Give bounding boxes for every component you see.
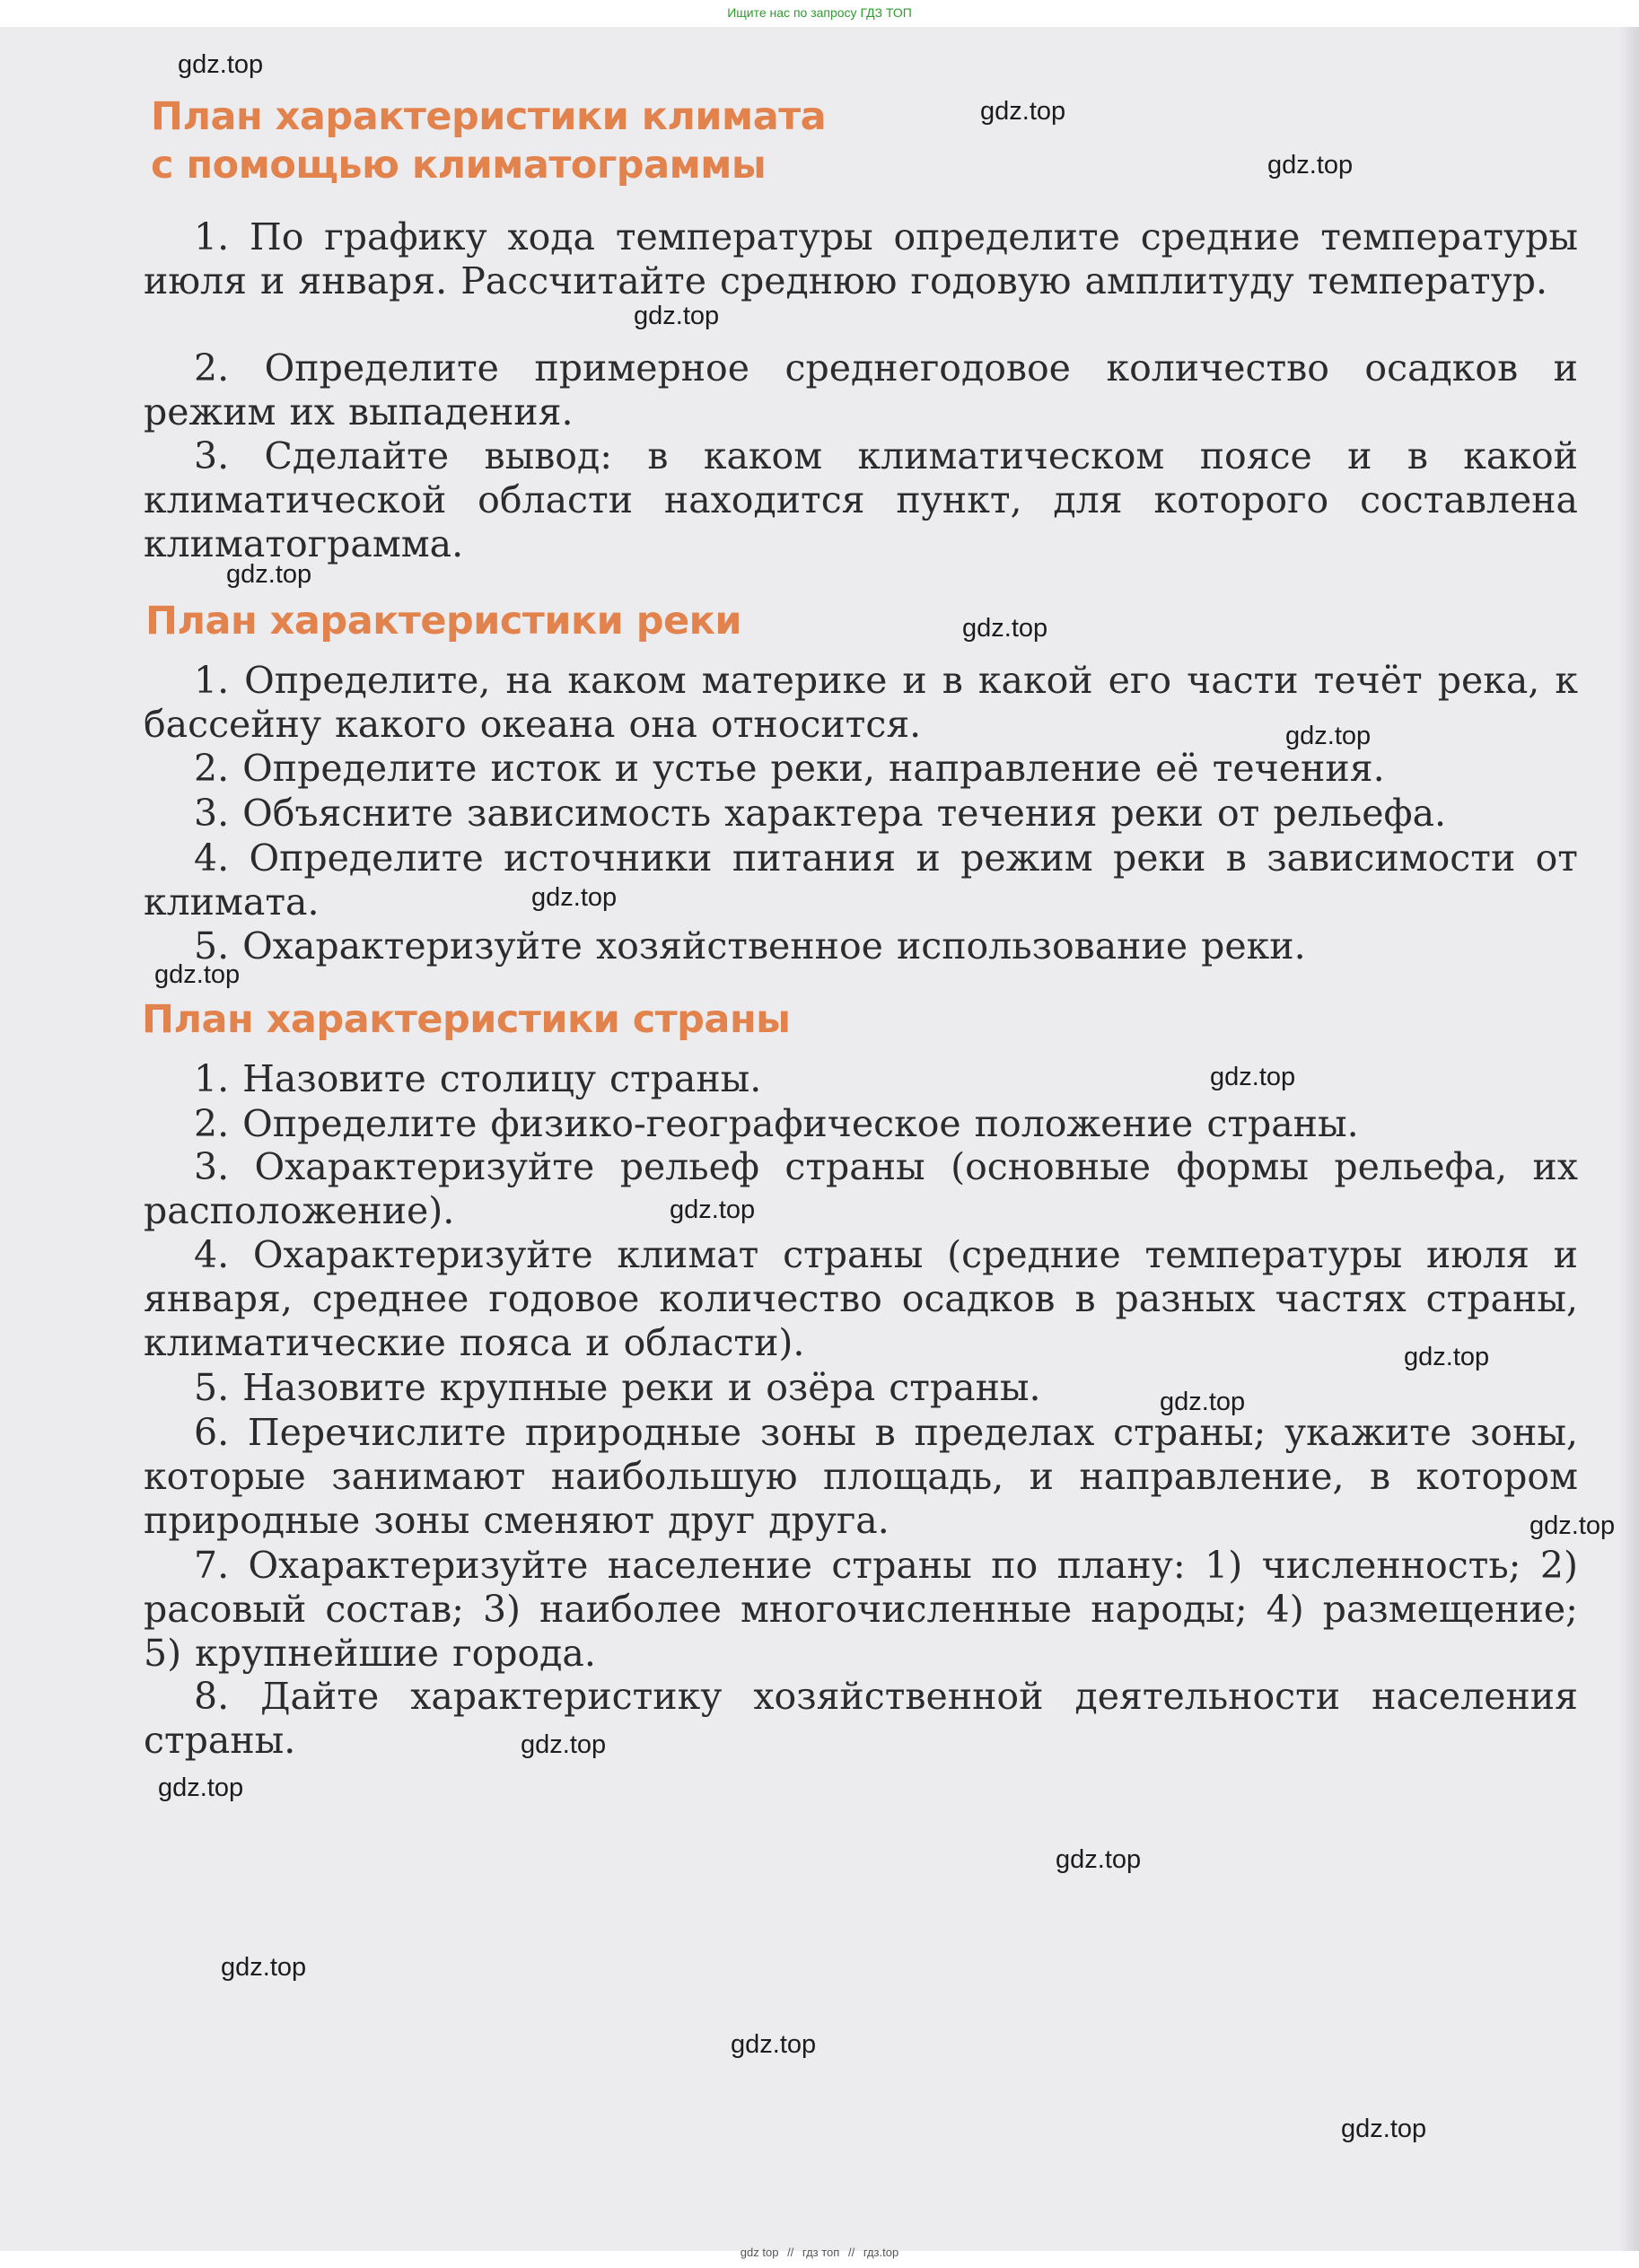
river-item-1: 1. Определите, на каком материке и в какой его части течёт река, к бассейну какого океана она относится. — [144, 659, 1578, 746]
river-item-5: 5. Охарактеризуйте хозяйственное использование реки. — [194, 924, 1306, 968]
watermark: gdz.top — [1056, 1845, 1142, 1874]
watermark: gdz.top — [1210, 1063, 1296, 1091]
watermark: gdz.top — [154, 960, 241, 989]
watermark: gdz.top — [1160, 1388, 1246, 1416]
climate-item-2: 2. Определите примерное среднегодовое количество осадков и режим их выпадения. — [144, 346, 1578, 433]
country-item-7: 7. Охарактеризуйте население страны по плану: 1) численность; 2) расовый состав; 3) наиболее многочисленные народы; 4) размещение; 5) крупнейшие города. — [144, 1544, 1578, 1675]
country-item-2: 2. Определите физико-географическое положение страны. — [194, 1102, 1359, 1145]
watermark: gdz.top — [962, 614, 1048, 643]
bottom-link-3[interactable]: гдз.top — [863, 2246, 899, 2259]
river-item-2: 2. Определите исток и устье реки, направление её течения. — [194, 747, 1385, 790]
watermark: gdz.top — [980, 97, 1066, 126]
watermark: gdz.top — [158, 1773, 244, 1802]
heading-river: План характеристики реки — [145, 599, 741, 644]
watermark: gdz.top — [521, 1730, 607, 1759]
heading-country: План характеристики страны — [142, 997, 791, 1042]
river-item-4: 4. Определите источники питания и режим реки в зависимости от климата. — [144, 836, 1578, 924]
bottom-separator: // — [847, 2246, 855, 2259]
climate-item-1: 1. По графику хода температуры определите средние температуры июля и января. Рассчитайте среднюю годовую амплитуду температур. — [144, 215, 1578, 302]
bottom-link-2[interactable]: гдз топ — [802, 2246, 840, 2259]
top-banner[interactable]: Ищите нас по запросу ГДЗ ТОП — [727, 5, 912, 20]
watermark: gdz.top — [634, 302, 720, 330]
watermark: gdz.top — [670, 1195, 756, 1224]
country-item-8: 8. Дайте характеристику хозяйственной деятельности населения страны. — [144, 1675, 1578, 1762]
watermark: gdz.top — [1285, 722, 1372, 750]
watermark: gdz.top — [531, 883, 618, 912]
country-item-3: 3. Охарактеризуйте рельеф страны (основные формы рельефа, их расположение). — [144, 1145, 1578, 1232]
bottom-separator: // — [787, 2246, 794, 2259]
country-item-6: 6. Перечислите природные зоны в пределах страны; укажите зоны, которые занимают наибольшую площадь, и направление, в котором природные зоны сменяют друг друга. — [144, 1411, 1578, 1542]
country-item-4: 4. Охарактеризуйте климат страны (средние температуры июля и января, среднее годовое количество осадков в разных частях страны, климатические пояса и области). — [144, 1233, 1578, 1364]
watermark: gdz.top — [221, 1953, 307, 1982]
watermark: gdz.top — [1341, 2115, 1427, 2143]
watermark: gdz.top — [226, 560, 312, 589]
climate-item-3: 3. Сделайте вывод: в каком климатическом поясе и в какой климатической области находится пункт, для которого составлена климатограмма. — [144, 434, 1578, 565]
watermark: gdz.top — [1267, 151, 1354, 180]
bottom-link-1[interactable]: gdz top — [740, 2246, 779, 2259]
country-item-1: 1. Назовите столицу страны. — [194, 1057, 762, 1100]
watermark: gdz.top — [731, 2030, 817, 2059]
heading-climate-line-1: План характеристики климата — [151, 94, 827, 139]
heading-climate-line-2: с помощью климатограммы — [151, 143, 767, 188]
country-item-5: 5. Назовите крупные реки и озёра страны. — [194, 1366, 1041, 1409]
bottom-banner[interactable] — [0, 2246, 1639, 2259]
watermark: gdz.top — [178, 50, 264, 79]
river-item-3: 3. Объясните зависимость характера течения реки от рельефа. — [194, 792, 1447, 835]
watermark: gdz.top — [1404, 1343, 1490, 1371]
watermark: gdz.top — [1529, 1511, 1616, 1540]
